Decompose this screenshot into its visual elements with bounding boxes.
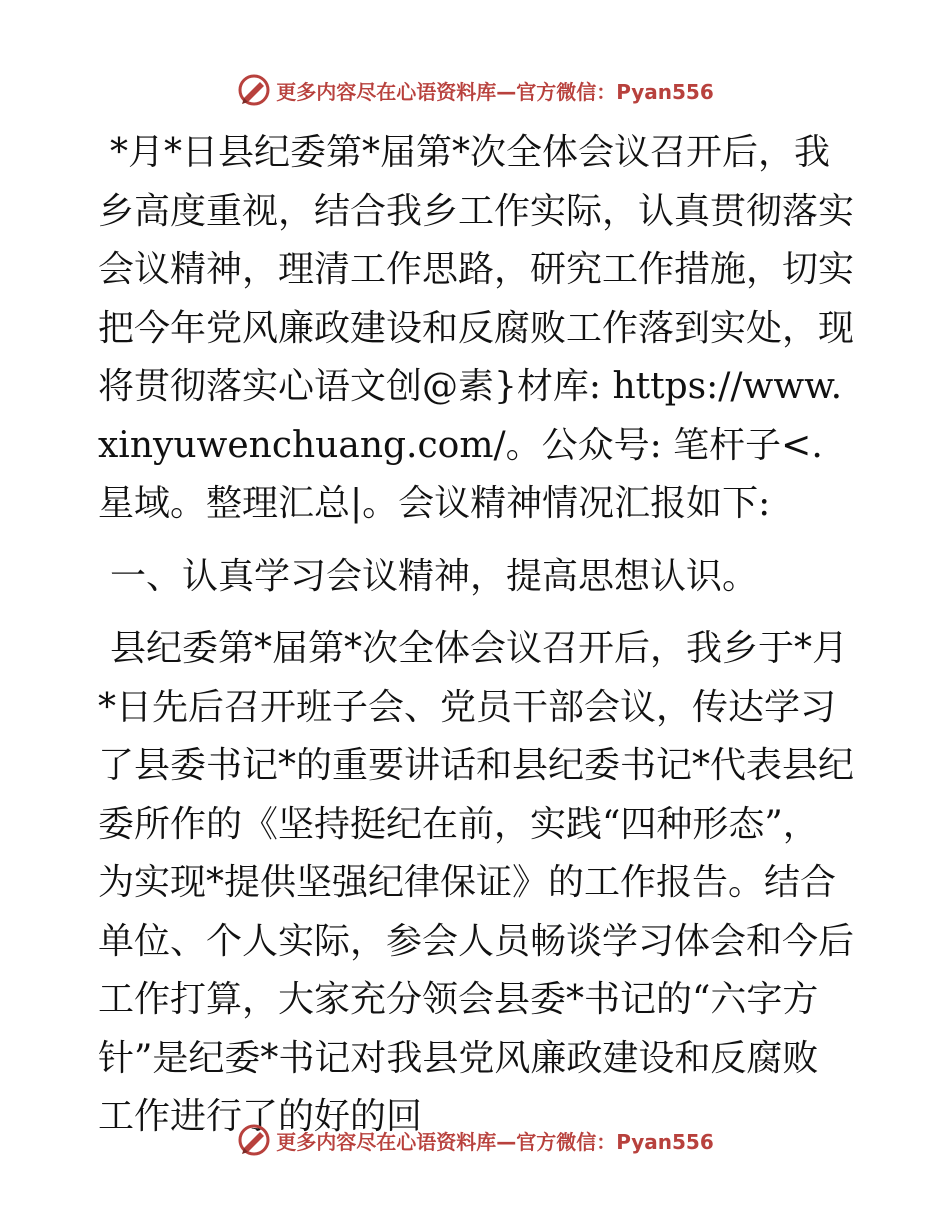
footer-banner [0, 1120, 950, 1160]
header-banner [0, 70, 950, 110]
pen-logo-icon [236, 1122, 272, 1158]
paragraph-intro: *月*日县纪委第*届第*次全体会议召开后，我乡高度重视，结合我乡工作实际，认真贯彻落实会议精神，理清工作思路，研究工作措施，切实把今年党风廉政建设和反腐败工作落到实处，现将贯彻落实心语文创@素}材库: https://www.xinyuwenchuang.com/。公众号: 笔杆子<.星域。整理汇总|。会议精神情况汇报如下: [98, 132, 855, 524]
pen-logo-icon [236, 72, 272, 108]
paragraph-section-1: 县纪委第*届第*次全体会议召开后，我乡于*月*日先后召开班子会、党员干部会议，传达学习了县委书记*的重要讲话和县纪委书记*代表县纪委所作的《坚持挺纪在前，实践“四种形态”，为实现*提供坚强纪律保证》的工作报告。结合单位、个人实际，参会人员畅谈学习体会和今后工作打算，大家充分领会县委*书记的“六字方针”是纪委*书记对我县党风廉政建设和反腐败工作进行了的好的回 [98, 628, 855, 1137]
footer-banner-text: 更多内容尽在心语资料库—官方微信：Pyan556 [276, 1129, 714, 1154]
section-heading-1: 一、认真学习会议精神，提高思想认识。 [110, 555, 759, 597]
header-banner-text: 更多内容尽在心语资料库—官方微信：Pyan556 [276, 79, 714, 104]
document-body [98, 124, 854, 1147]
